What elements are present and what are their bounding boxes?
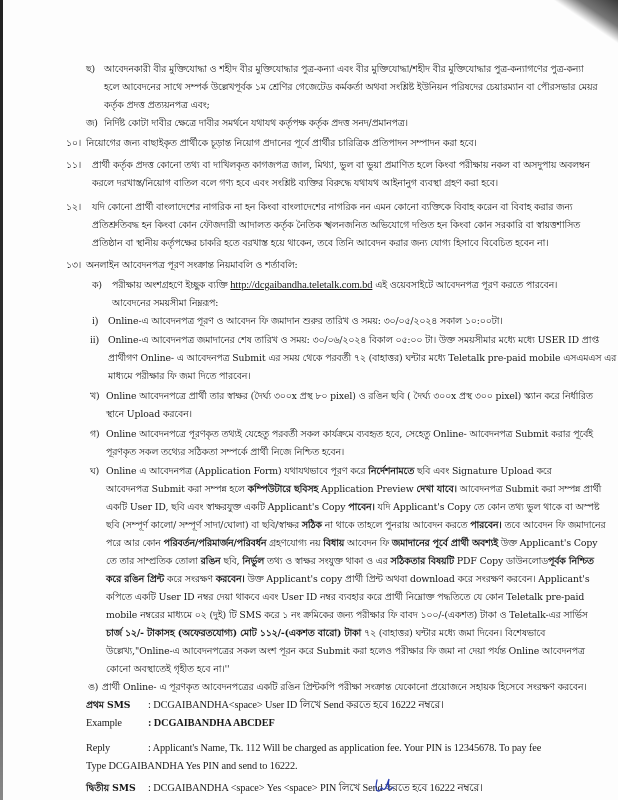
bold-text: চার্জ ১২/- টাকাসহ (অফেরতযোগ্য) মোট ১১২/-(একশত বারো) টাকা [106, 628, 362, 639]
text: ছবি, [220, 556, 243, 567]
item-cha-line: কর্তৃক প্রদত্ত প্রত্যয়নপত্র এবং; [104, 100, 210, 111]
example1-label: Example [86, 718, 122, 729]
item-ka-line [112, 280, 557, 292]
bold-text: পরিবর্তন/পরিমার্জন/পরিবর্ধন [163, 538, 267, 549]
reply-text: : Applicant's Name, Tk. 112 Will be charged as application fee. Your PIN is 12345678. To pay fee [148, 743, 542, 754]
bold-text: নির্ভুল [242, 556, 265, 567]
item-ja-marker: জ) [86, 118, 98, 129]
item-gha-line [106, 556, 594, 568]
item-10-marker: ১০। [66, 138, 82, 149]
item-ka-pre: পরীক্ষায় অংশগ্রহণে ইচ্ছুক ব্যক্তি [112, 280, 228, 291]
first-sms-label: প্রথম SMS [86, 700, 131, 711]
item-ii-marker: ii) [90, 335, 99, 346]
item-11-marker: ১১। [66, 160, 82, 171]
text: ছবি এবং Signature Upload করে [414, 466, 552, 477]
bold-text: বিধায় [323, 538, 345, 549]
bold-text: রঙিন [200, 556, 221, 567]
item-i-marker: i) [92, 316, 99, 327]
text: PDF Copy ডাউনলোড [454, 556, 548, 567]
item-kha-marker: খ) [90, 391, 100, 402]
second-sms-label: দ্বিতীয় SMS [86, 783, 136, 794]
item-ka-line2: আবেদনের সময়সীমা নিম্নরূপ: [112, 298, 219, 309]
text: ছবি (সম্পূর্ণ কালো/ সম্পূর্ণ সাদা/ঘোলা) বা ছবি/স্বাক্ষর [106, 520, 302, 531]
text: তথ্য ও স্বাক্ষর সংযুক্ত থাকা ও এর [264, 556, 391, 567]
item-12-line: যদি কোনো প্রার্থী বাংলাদেশের নাগরিক না হন কিংবা বাংলাদেশের নাগরিক নন এমন কোনো ব্যক্তিকে বিবাহ করেন বা বিবাহ করার জন্য [92, 202, 573, 213]
example1-text: : DCGAIBANDHA ABCDEF [148, 718, 275, 729]
text: Application Preview [318, 484, 417, 495]
item-ga-marker: গ) [90, 429, 100, 440]
item-cha-line: আবেদনকারী বীর মুক্তিযোদ্ধা ও শহীদ বীর মুক্তিযোদ্ধার পুত্র-কন্যা এবং বীর মুক্তিযোদ্ধা/শহীদ বীর মুক্তিযোদ্ধার পুত্র-কন্যাগণের পুত্র-কন্যা [104, 64, 584, 75]
item-gha-line [106, 466, 552, 478]
text: আবেদনপত্র Submit করা সম্পন্ন হলে [106, 484, 248, 495]
item-cha-marker: ছ) [86, 64, 96, 75]
text: গ্রহণযোগ্য নয় [266, 538, 324, 549]
item-gha-marker: ঘ) [90, 466, 100, 477]
text: পরে আর কোন [106, 538, 164, 549]
text: তবে আবেদন ফি জমাদানের [501, 520, 606, 531]
text: যদি Applicant's Copy তে কোন তথ্য ভুল থাকে বা অস্পষ্ট [374, 502, 600, 513]
text: তে তার সাম্প্রতিক তোলা [106, 556, 201, 567]
item-12-line: প্রতিশ্রুতিবদ্ধ হন কিংবা কোন ফৌজদারী আদালত কর্তৃক নৈতিক স্খলনজনিত অভিযোগে দণ্ডিত হন কিংবা কোন সরকারি বা স্বায়ত্তশাসিত [92, 220, 581, 231]
text: করে সংরক্ষণ [163, 574, 216, 585]
text: একটি User ID, ছবি এবং স্বাক্ষরযুক্ত একটি Applicant's Copy [106, 502, 349, 513]
signature-icon [372, 776, 396, 796]
text: ৭২ (বাহাত্তর) ঘন্টার মধ্যে জমা দিবেন। বিশেষভাবে [361, 628, 546, 639]
bold-text: নির্দেশনামতে [368, 466, 415, 477]
item-ka-marker: ক) [92, 280, 102, 291]
bold-text: করবেন। [215, 574, 245, 585]
text: উক্ত Applicant's Copy [497, 538, 598, 549]
item-gha-line [106, 628, 545, 640]
item-ka-post: এই ওয়েবসাইটে আবেদনপত্র পূরণ করতে পারবেন। [375, 280, 558, 291]
item-gha-line [106, 574, 590, 586]
text: Online এ আবেদনপত্র (Application Form) যথাযথভাবে পূরণ করে [106, 466, 369, 477]
bold-text: কম্পিউটারে ছবিসহ [247, 484, 319, 495]
item-13-heading: অনলাইন আবেদনপত্র পূরণ সংক্রান্ত নিয়মাবলি ও শর্তাবলি: [86, 260, 298, 271]
item-gha-line: mobile নম্বরের মাধ্যমে ০২ (দুই) টি SMS করে ১ নং ক্রমিকের জন্য পরীক্ষার ফি বাবদ ১০০/-(একশত) টাকা ও Teletalk-এর সার্ভিস [106, 610, 588, 621]
bold-text: পূর্বক নিশ্চিত [548, 556, 594, 567]
item-kha-line: স্থানে Upload করবেন। [106, 409, 192, 420]
first-sms-row [86, 700, 444, 712]
bold-text: পাবেন। [348, 502, 375, 513]
reply-row [86, 743, 541, 755]
item-gha-line: কপিতে একটি User ID নম্বর দেয়া থাকবে এবং User ID নম্বর ব্যবহার করে প্রার্থী নিম্নোক্ত পদ্ধতিতে যে কোন Teletalk pre-paid [106, 592, 585, 603]
bold-text: দেখা যাবে। [416, 484, 457, 495]
first-sms-text: : DCGAIBANDHA<space> User ID লিখে Send করতে হবে 16222 নম্বরে। [148, 700, 444, 711]
item-12-marker: ১২। [66, 202, 82, 213]
example1-row [86, 718, 275, 730]
item-gha-line: কোনো অবস্থাতেই গৃহীত হবে না।'' [106, 664, 230, 675]
text: আবেদনপত্র Submit করা সম্পন্ন প্রার্থী [456, 484, 602, 495]
item-gha-line [106, 502, 599, 514]
item-11-line: প্রার্থী কর্তৃক প্রদত্ত কোনো তথ্য বা দাখিলকৃত কাগজপত্র জাল, মিথ্যা, ভুল বা ভুয়া প্রমাণিত হলে কিংবা পরীক্ষায় নকল বা অসদুপায় অবলম্বন [92, 160, 590, 171]
item-13-marker: ১৩। [66, 260, 82, 271]
item-10-line: নিয়োগের জন্য বাছাইকৃত প্রার্থীকে চূড়ান্ত নিয়োগ প্রদানের পূর্বে প্রার্থীর চারিত্রিক প্রতিপাদন সম্পাদন করা হবে। [86, 138, 477, 149]
item-uma-marker: ঙ) [88, 682, 99, 693]
text: উক্ত Applicant's copy প্রার্থী প্রিন্ট অথবা download করে সংরক্ষণ করবেন। Applicant's [244, 574, 590, 585]
reply-row-2: Type DCGAIBANDHA Yes PIN and send to 16222. [86, 761, 298, 772]
bold-text: সঠিক [301, 520, 322, 531]
item-i-line: Online-এ আবেদনপত্র পূরণ ও আবেদন ফি জমাদান শুরুর তারিখ ও সময়: ৩০/০৫/২০২৪ সকাল ১০:০০টা। [108, 316, 503, 327]
application-website-link[interactable]: http://dcgaibandha.teletalk.com.bd [230, 280, 373, 291]
item-ii-line: Online-এ আবেদনপত্র জমাদানের শেষ তারিখ ও সময়: ৩০/০৬/২০২৪ বিকাল ০৫:০০ টা। উক্ত সময়সীমার মধ্যে মধ্যে USER ID প্রাপ্ত [108, 335, 599, 346]
text: আবেদন ফি [344, 538, 392, 549]
item-kha-line: Online আবেদনপত্রে প্রার্থী তার স্বাক্ষর (দৈর্ঘ্য ৩০০x প্রস্থ ৮০ pixel) ও রঙিন ছবি ( দৈর্ঘ্য ৩০০x প্রস্থ ৩০০ pixel) স্ক্যান করে নির্ধারিত [106, 391, 593, 402]
item-ii-line: মাধ্যমে পরীক্ষার ফি জমা দিতে পারবেন। [108, 371, 251, 382]
bold-text: সঠিকতার বিষয়টি [390, 556, 455, 567]
text: না থাকে তাহলে পুনরায় আবেদন করতে [321, 520, 471, 531]
reply-label: Reply [86, 743, 111, 754]
item-11-line: করলে দরখাস্ত/নিয়োগ বাতিল বলে গণ্য হবে এবং সংশ্লিষ্ট ব্যক্তির বিরুদ্ধে যথাযথ আইনানুগ ব্যবস্থা গ্রহণ করা হবে। [92, 178, 499, 189]
second-sms-text: : DCGAIBANDHA <space> Yes <space> PIN লিখে Send করতে হবে 16222 নম্বরে। [148, 783, 483, 794]
item-gha-line [106, 520, 606, 532]
item-gha-line: উল্লেখ্য,"Online-এ আবেদনপত্রের সকল অংশ পূরন করে Submit করা হলেও পরীক্ষার ফি জমা না দেয়া পর্যন্ত Online আবেদনপত্র [106, 646, 585, 657]
item-ii-line: প্রার্থীগণ Online- এ আবেদনপত্র Submit এর সময় থেকে পরবর্তী ৭২ (বাহাত্তর) ঘন্টার মধ্যে Teletalk pre-paid mobile এসএমএস এর [108, 353, 617, 364]
bold-text: করে রঙিন প্রিন্ট [106, 574, 164, 585]
bold-text: জমাদানের পূর্বে প্রার্থী অবশ্যই [391, 538, 498, 549]
item-ga-line: পূরণকৃত সকল তথ্যের সঠিকতা সম্পর্কে প্রার্থী নিজে নিশ্চিত হবেন। [106, 447, 345, 458]
item-ga-line: Online আবেদনপত্রে পূরণকৃত তথ্যই যেহেতু পরবর্তী সকল কার্যক্রমে ব্যবহৃত হবে, সেহেতু Online- আবেদনপত্র Submit করার পূর্বেই [106, 429, 593, 440]
second-sms-row [86, 783, 483, 795]
item-cha-line: হলে আবেদনের সাথে সম্পর্ক উল্লেখপূর্বক ১ম শ্রেণির গেজেটেড কর্মকর্তা অথবা সংশ্লিষ্ট ইউনিয়ন পরিষদের চেয়ারম্যান বা পৌরসভার মেয়র [104, 82, 598, 93]
item-uma-line: প্রার্থী Online- এ পূরণকৃত আবেদনপত্রের একটি রঙিন প্রিন্টকপি পরীক্ষা সংক্রান্ত যেকোনো প্রয়োজনে সহায়ক হিসেবে সংরক্ষণ করবেন। [102, 682, 587, 693]
bold-text: পারবেন। [470, 520, 502, 531]
item-12-line: প্রতিষ্ঠান বা স্থানীয় কর্তৃপক্ষের চাকরি হতে বরখাস্ত হয়ে থাকেন, তবে তিনি আবেদন করার জন্য যোগ্য হিসাবে বিবেচিত হবেন না। [92, 238, 549, 249]
item-gha-line [106, 538, 597, 550]
item-gha-line [106, 484, 601, 496]
item-ja-line: নির্দিষ্ট কোটা দাবীর ক্ষেত্রে দাবীর সমর্থনে যথাযথ কর্তৃপক্ষ কর্তৃক প্রদত্ত সনদ/প্রমানপত্র। [104, 118, 408, 129]
